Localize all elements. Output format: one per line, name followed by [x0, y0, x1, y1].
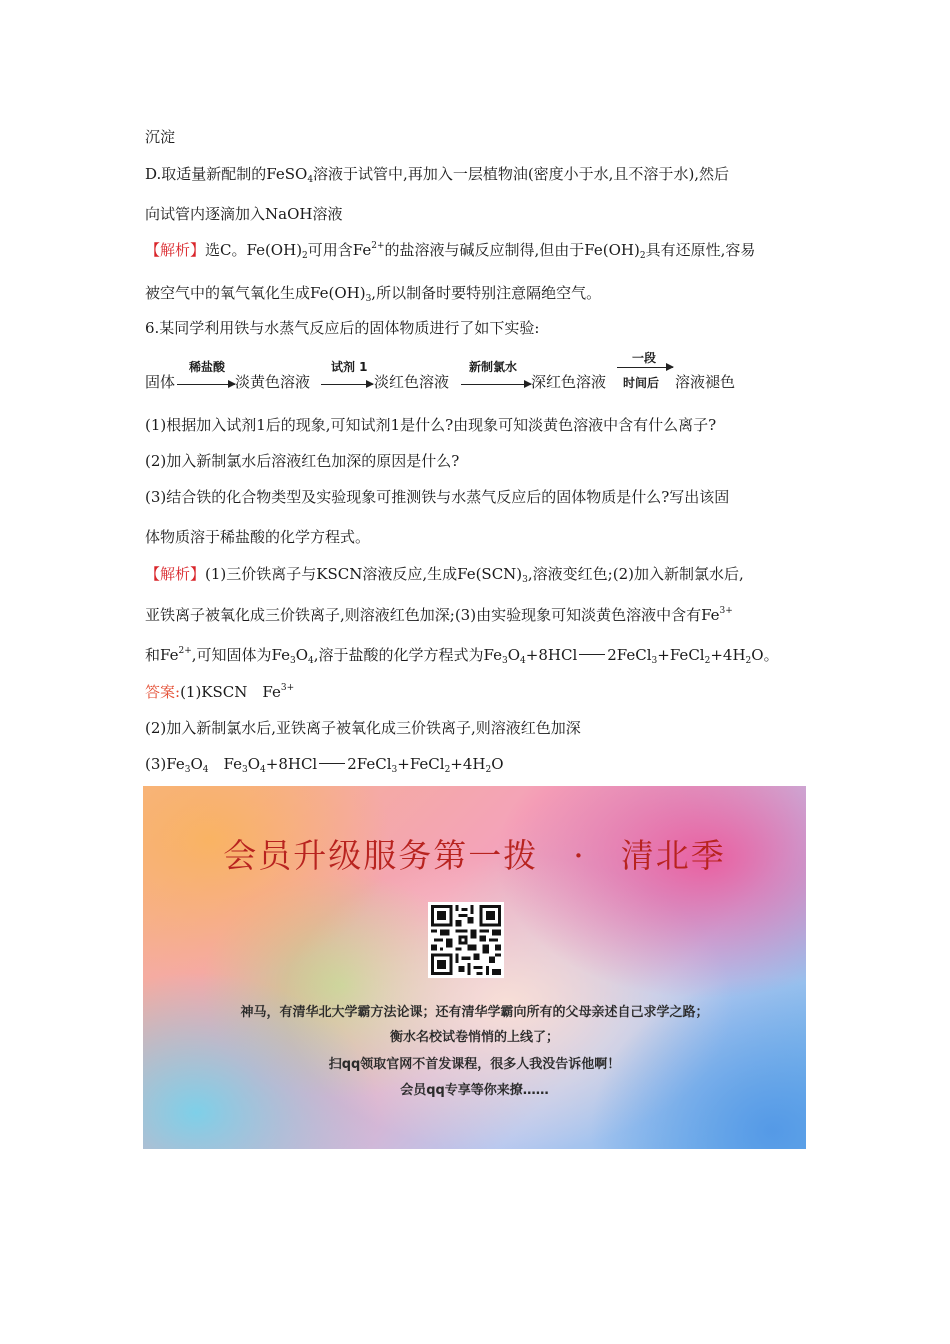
question-3: (3)结合铁的化合物类型及实验现象可推测铁与水蒸气反应后的固体物质是什么?写出该固 — [145, 488, 730, 506]
analysis-tag: 【解析】 — [145, 241, 206, 259]
analysis-2: 【解析】(1)三价铁离子与KSCN溶液反应,生成$Fe(SCN)_3$,溶液变红色;(2)加入新制氯水后, — [145, 565, 744, 585]
arrow-icon — [617, 367, 673, 368]
chain-node: 深红色溶液 — [531, 373, 607, 391]
arrow-icon — [321, 384, 373, 385]
arrow-icon — [461, 384, 531, 385]
text-line: 沉淀 — [145, 128, 176, 146]
equals-icon — [319, 763, 345, 764]
option-d: D.取适量新配制的FeSO$_4$溶液于试管中,再加入一层植物油(密度小于水,且不溶于水),然后 — [145, 165, 730, 185]
question-1: (1)根据加入试剂1后的现象,可知试剂1是什么?由现象可知淡黄色溶液中含有什么离子? — [145, 416, 717, 434]
answer-1: 答案:(1)KSCN $Fe^{3+}$ — [145, 683, 295, 701]
banner-title: 会员升级服务第一拨 · 清北季 — [223, 836, 726, 875]
arrow-label: 试剂 1 — [331, 360, 368, 374]
text-line: 被空气中的氧气氧化生成$Fe(OH)_3$,所以制备时要特别注意隔绝空气。 — [145, 284, 602, 304]
text-line: 体物质溶于稀盐酸的化学方程式。 — [145, 528, 371, 546]
question-2: (2)加入新制氯水后溶液红色加深的原因是什么? — [145, 452, 460, 470]
chain-node: 固体 — [145, 373, 176, 391]
promo-banner[interactable] — [143, 786, 806, 1149]
question-6: 6.某同学利用铁与水蒸气反应后的固体物质进行了如下实验: — [145, 319, 540, 337]
answer-tag: 答案: — [145, 683, 181, 701]
chain-node: 淡红色溶液 — [374, 373, 450, 391]
banner-text: 扫qq领取官网不首发课程，很多人我没告诉他啊！ — [328, 1057, 621, 1072]
banner-text: 神马，有清华北大学霸方法论课；还有清华学霸向所有的父母亲述自己求学之路； — [240, 1005, 709, 1020]
chain-node: 淡黄色溶液 — [235, 373, 311, 391]
answer-2: (2)加入新制氯水后,亚铁离子被氧化成三价铁离子,则溶液红色加深 — [145, 719, 581, 737]
analysis-1: 【解析】选C。$Fe(OH)_2$可用含$Fe^{2+}$的盐溶液与碱反应制得,但由于$Fe(OH)_2$具有还原性,容易 — [145, 241, 756, 261]
banner-text: 衡水名校试卷悄悄的上线了； — [389, 1030, 559, 1045]
arrow-label: 一段 — [632, 351, 657, 365]
chain-node: 溶液褪色 — [675, 373, 736, 391]
answer-3: $(3)Fe_3O_4$ $Fe_3O_4+8HCl$ $2FeCl_3+FeCl_2+4H_2O$ — [145, 755, 504, 775]
arrow-label: 新制氯水 — [469, 360, 518, 374]
banner-text: 会员qq专享等你来撩…… — [400, 1083, 549, 1098]
text-line: 和$Fe^{2+}$,可知固体为$Fe_3O_4$,溶于盐酸的化学方程式为$Fe_3O_4+8HCl$ $2FeCl_3+FeCl_2+4H_2O$。 — [145, 646, 779, 666]
text-line: 向试管内逐滴加入NaOH溶液 — [145, 205, 343, 223]
arrow-label: 稀盐酸 — [189, 360, 226, 374]
text-line: 亚铁离子被氧化成三价铁离子,则溶液红色加深;(3)由实验现象可知淡黄色溶液中含有$Fe^{3+}$ — [145, 606, 733, 624]
reaction-chain — [145, 348, 765, 398]
arrow-label: 时间后 — [623, 376, 660, 390]
equals-icon — [579, 654, 605, 655]
qr-code-icon[interactable] — [428, 902, 504, 978]
analysis-tag: 【解析】 — [145, 565, 206, 583]
arrow-icon — [177, 384, 235, 385]
